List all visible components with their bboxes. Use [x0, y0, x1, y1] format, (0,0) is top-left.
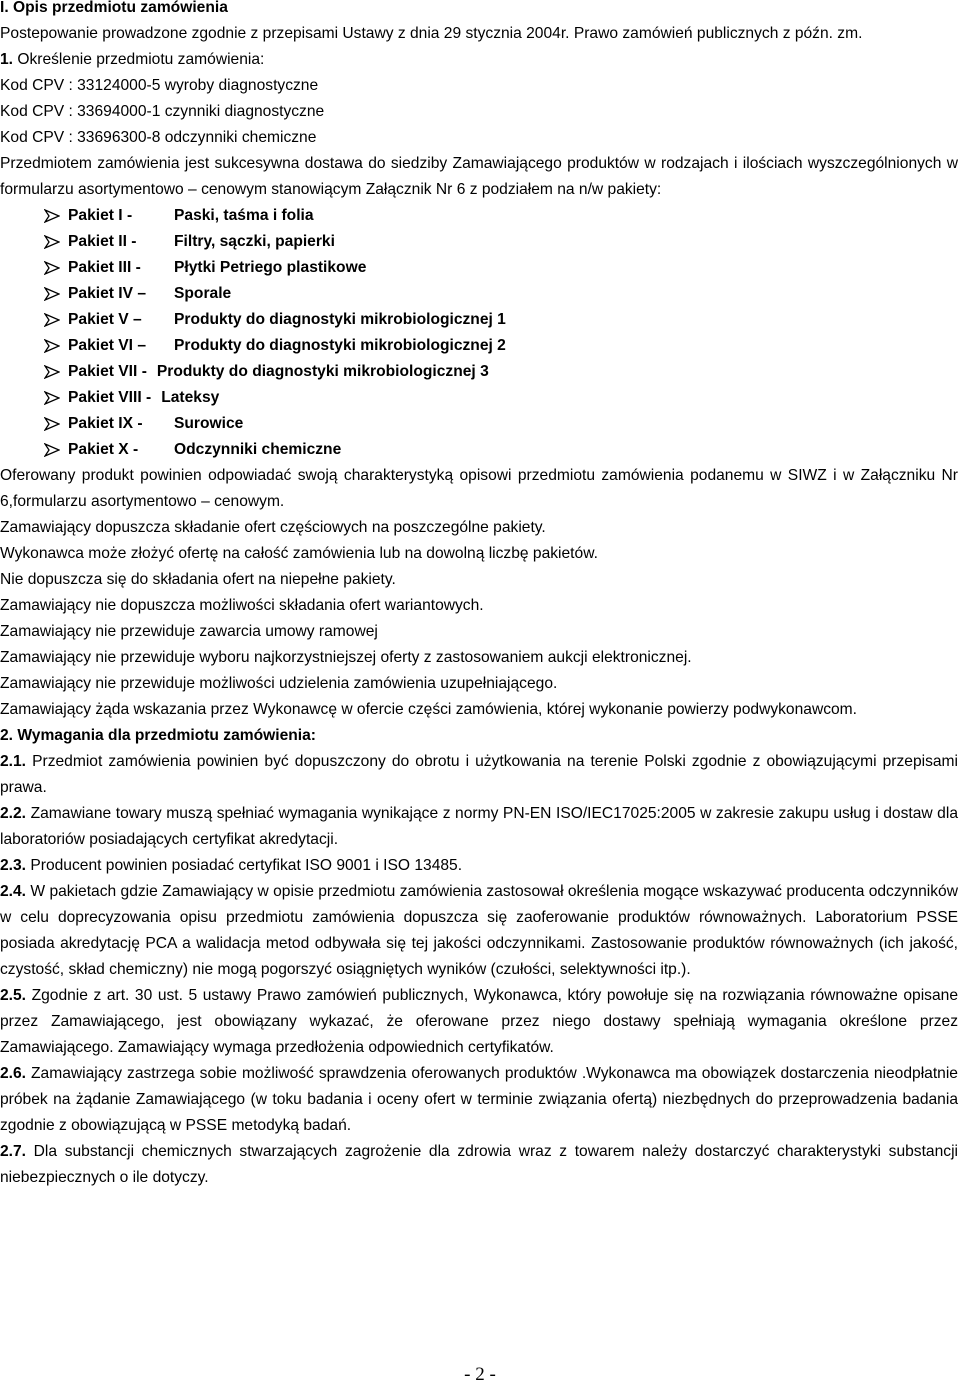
arrow-bullet-icon: [44, 235, 64, 249]
package-name: [68, 437, 174, 463]
condition-1: Oferowany produkt powinien odpowiadać swoją charakterystyką opisowi przedmiotu zamówienia podanemu w SIWZ i w Załączniku Nr 6,formularzu asortymentowo – cenowym.: [0, 467, 958, 510]
requirement-text: Dla substancji chemicznych stwarzających zagrożenie dla zdrowia wraz z towarem należy dostarczyć charakterystyki substancji niebezpiecznych o ile dotyczy.: [0, 1143, 958, 1186]
requirement-number: 2.1.: [0, 753, 27, 770]
package-name: [68, 229, 174, 255]
package-separator: -: [146, 389, 152, 406]
cpv-code-3: Kod CPV : 33696300-8 odczynniki chemiczne: [0, 129, 317, 146]
requirement-item: [0, 1139, 958, 1191]
requirement-number: 2.6.: [0, 1065, 27, 1082]
arrow-bullet-icon: [44, 287, 64, 301]
package-label: Pakiet III: [68, 259, 132, 276]
arrow-bullet-icon: [44, 261, 64, 275]
package-separator: -: [135, 259, 141, 276]
package-label: Pakiet II: [68, 233, 127, 250]
condition-4: Nie dopuszcza się do składania ofert na niepełne pakiety.: [0, 571, 396, 588]
package-description: Paski, taśma i folia: [174, 207, 314, 224]
package-label: Pakiet VI: [68, 337, 134, 354]
arrow-bullet-icon: [44, 443, 64, 457]
package-separator: -: [141, 363, 147, 380]
package-item: [0, 437, 958, 463]
package-description: Produkty do diagnostyki mikrobiologicznej 2: [174, 337, 506, 354]
package-separator: –: [137, 337, 147, 354]
cpv-code-1: Kod CPV : 33124000-5 wyroby diagnostyczne: [0, 77, 319, 94]
requirement-text: Zgodnie z art. 30 ust. 5 ustawy Prawo zamówień publicznych, Wykonawca, który powołuje się na rozwiązania równoważne opisane przez Zamawiającego, jest obowiązany wykazać, że oferowane przez niego dostawy spełniają wymagania określone przez Zamawiającego. Zamawiający wymaga przedłożenia odpowiednich certyfikatów.: [0, 987, 958, 1056]
requirement-number: 2.4.: [0, 883, 27, 900]
scope-heading: [0, 47, 958, 73]
package-label: Pakiet IV: [68, 285, 134, 302]
package-separator: -: [137, 415, 143, 432]
package-item: [0, 359, 958, 385]
requirement-item: [0, 853, 958, 879]
package-item: [0, 281, 958, 307]
package-item: [0, 203, 958, 229]
package-item: [0, 411, 958, 437]
package-label: Pakiet X: [68, 441, 129, 458]
package-item: [0, 333, 958, 359]
condition-2: Zamawiający dopuszcza składanie ofert częściowych na poszczególne pakiety.: [0, 519, 546, 536]
package-label: Pakiet VII: [68, 363, 138, 380]
arrow-bullet-icon: [44, 209, 64, 223]
package-item: [0, 255, 958, 281]
requirement-item: [0, 801, 958, 853]
arrow-bullet-icon: [44, 365, 64, 379]
requirement-text: Przedmiot zamówienia powinien być dopuszczony do obrotu i użytkowania na terenie Polski zgodnie z obowiązującymi przepisami prawa.: [0, 753, 959, 796]
requirements-list: [0, 749, 958, 1191]
cpv-code-2: Kod CPV : 33694000-1 czynniki diagnostyczne: [0, 103, 325, 120]
package-name: [68, 255, 174, 281]
package-list: [0, 203, 958, 463]
package-separator: -: [133, 441, 139, 458]
package-description: Produkty do diagnostyki mikrobiologicznej 1: [174, 311, 506, 328]
package-description: Odczynniki chemiczne: [174, 441, 342, 458]
condition-9: Zamawiający żąda wskazania przez Wykonawcę w ofercie części zamówienia, której wykonanie powierzy podwykonawcom.: [0, 701, 858, 718]
requirement-item: [0, 983, 958, 1061]
package-name: [68, 203, 174, 229]
package-name: [68, 411, 174, 437]
package-item: [0, 307, 958, 333]
condition-6: Zamawiający nie przewiduje zawarcia umowy ramowej: [0, 623, 378, 640]
package-label: Pakiet V: [68, 311, 129, 328]
package-description: Surowice: [174, 415, 244, 432]
package-name: [68, 359, 147, 385]
package-item: [0, 229, 958, 255]
subject-paragraph: Przedmiotem zamówienia jest sukcesywna dostawa do siedziby Zamawiającego produktów w rodzajach i ilościach wyszczególnionych w formularzu asortymentowo – cenowym stanowiącym Załącznik Nr 6 z podziałem na n/w pakiety:: [0, 155, 958, 198]
requirement-text: Zamawiane towary muszą spełniać wymagania wynikające z normy PN-EN ISO/IEC17025:2005 w zakresie zakupu usług i dostaw dla laboratoriów posiadających certyfikat akredytacji.: [0, 805, 958, 848]
package-name: [68, 333, 174, 359]
requirement-item: [0, 879, 958, 983]
package-name: [68, 281, 174, 307]
requirement-text: Producent powinien posiadać certyfikat ISO 9001 i ISO 13485.: [30, 857, 463, 874]
intro-paragraph: Postepowanie prowadzone zgodnie z przepisami Ustawy z dnia 29 stycznia 2004r. Prawo zamówień publicznych z późn. zm.: [0, 25, 863, 42]
requirement-item: [0, 749, 958, 801]
package-name: [68, 385, 151, 411]
package-label: Pakiet VIII: [68, 389, 142, 406]
package-description: Filtry, sączki, papierki: [174, 233, 335, 250]
requirement-text: W pakietach gdzie Zamawiający w opisie przedmiotu zamówienia zastosował określenia mogące wskazywać producenta odczynników w celu doprecyzowania opisu przedmiotu zamówienia dopuszcza się zaoferowanie produktów równoważnych. Laboratorium PSSE posiada akredytację PCA a walidacja metod odbywała się tej jakości odczynnikami. Zastosowanie produktów równoważnych (ich jakość, czystość, skład chemiczny) nie mogą pogorszyć osiągniętych wyników (czułości, selektywności itp.).: [0, 883, 958, 978]
condition-8: Zamawiający nie przewiduje możliwości udzielenia zamówienia uzupełniającego.: [0, 675, 558, 692]
requirement-item: [0, 1061, 958, 1139]
condition-3: Wykonawca może złożyć ofertę na całość zamówienia lub na dowolną liczbę pakietów.: [0, 545, 598, 562]
section-heading: I. Opis przedmiotu zamówienia: [0, 0, 228, 16]
arrow-bullet-icon: [44, 313, 64, 327]
condition-7: Zamawiający nie przewiduje wyboru najkorzystniejszej oferty z zastosowaniem aukcji elektronicznej.: [0, 649, 692, 666]
package-separator: -: [126, 207, 133, 224]
package-label: Pakiet IX: [68, 415, 134, 432]
package-name: [68, 307, 174, 333]
package-item: [0, 385, 958, 411]
package-separator: –: [133, 311, 142, 328]
arrow-bullet-icon: [44, 417, 64, 431]
requirement-number: 2.3.: [0, 857, 27, 874]
scope-title: Określenie przedmiotu zamówienia:: [13, 51, 265, 68]
package-separator: -: [131, 233, 137, 250]
package-label: Pakiet I: [68, 207, 123, 224]
arrow-bullet-icon: [44, 391, 64, 405]
requirement-number: 2.7.: [0, 1143, 27, 1160]
package-description: Produkty do diagnostyki mikrobiologicznej 3: [156, 363, 489, 380]
package-separator: –: [137, 285, 147, 302]
arrow-bullet-icon: [44, 339, 64, 353]
requirement-number: 2.2.: [0, 805, 27, 822]
package-description: Sporale: [174, 285, 232, 302]
page-number: - 2 -: [464, 1364, 496, 1385]
requirements-heading: 2. Wymagania dla przedmiotu zamówienia:: [0, 727, 316, 744]
package-description: Lateksy: [161, 389, 220, 406]
requirement-text: Zamawiający zastrzega sobie możliwość sprawdzenia oferowanych produktów .Wykonawca ma obowiązek dostarczenia nieodpłatnie próbek na żądanie Zamawiającego (w toku badania i oceny ofert w terminie związania ofertą) niezbędnych do przeprowadzenia badania zgodnie z obowiązującą w PSSE metodyką badań.: [0, 1065, 958, 1134]
package-description: Płytki Petriego plastikowe: [174, 259, 367, 276]
requirement-number: 2.5.: [0, 987, 27, 1004]
scope-number: 1.: [0, 51, 14, 68]
condition-5: Zamawiający nie dopuszcza możliwości składania ofert wariantowych.: [0, 597, 484, 614]
